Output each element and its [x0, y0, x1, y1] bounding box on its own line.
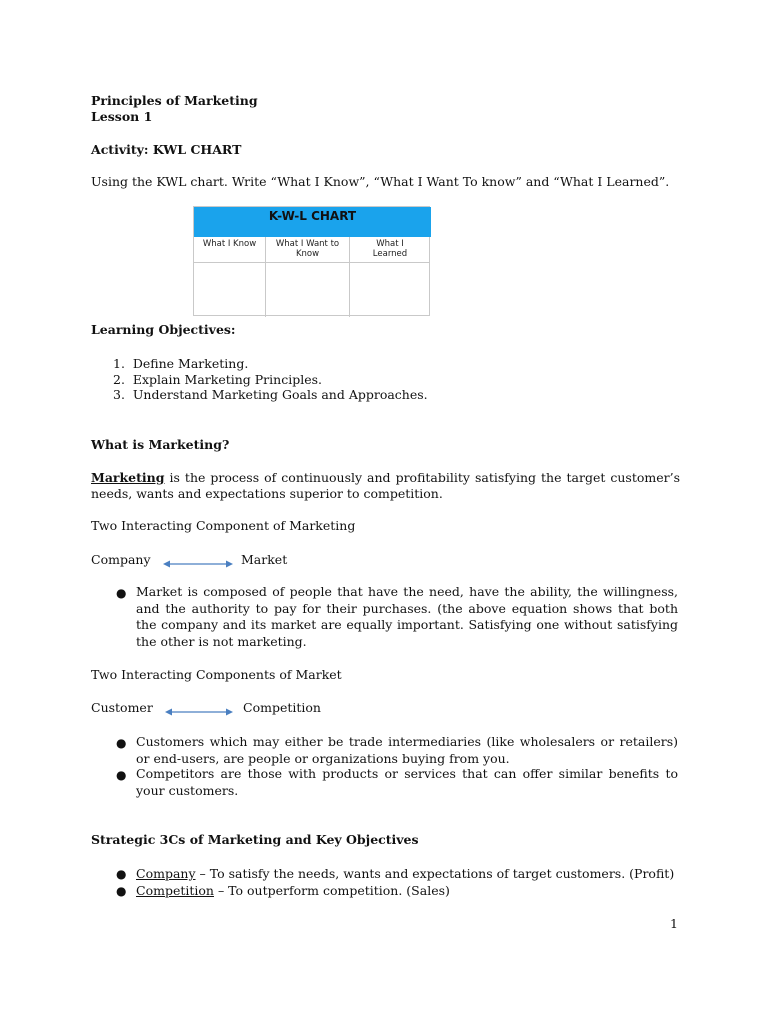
kwl-chart [193, 206, 430, 316]
lesson-label: Lesson 1 [91, 109, 153, 124]
strategic-item: Competition – To outperform competition. (Sales) [136, 883, 450, 898]
objective-item: 3. Understand Marketing Goals and Approaches. [113, 387, 428, 402]
kwl-chart-title: K-W-L CHART [194, 207, 431, 237]
bullet-icon: ● [116, 867, 127, 881]
kwl-column-want [266, 237, 350, 317]
kwl-column-label: What I Know [194, 237, 265, 263]
kwl-column-label: What I Learned [350, 237, 430, 263]
market-label: Market [241, 552, 288, 567]
course-title: Principles of Marketing [91, 93, 258, 108]
double-arrow-icon [165, 706, 233, 718]
strategic-term: Competition [136, 883, 214, 898]
market-bullet: Market is composed of people that have the need, have the ability, the willingness, and the authority to pay for their purchases. (the above equation shows that both the company and its market are equally important. Satisfying one without satisfying the other is not marketing. [136, 584, 678, 649]
objective-item: 2. Explain Marketing Principles. [113, 372, 322, 387]
marketing-components-title: Two Interacting Component of Marketing [91, 518, 356, 533]
customers-bullet: Customers which may either be trade intermediaries (like wholesalers or retailers) or end-users, are people or organizations buying from you. [136, 734, 678, 766]
bullet-icon: ● [116, 768, 127, 782]
bullet-icon: ● [116, 736, 127, 750]
market-components-title: Two Interacting Components of Market [91, 667, 342, 682]
double-arrow-icon [163, 558, 233, 570]
competition-label: Competition [243, 700, 321, 715]
strategic-item: Company – To satisfy the needs, wants and expectations of target customers. (Profit) [136, 866, 675, 881]
kwl-column-learned [350, 237, 430, 317]
kwl-column-know [194, 237, 266, 317]
strategic-term: Company [136, 866, 196, 881]
bullet-icon: ● [116, 586, 127, 600]
marketing-definition: Marketing is the process of continuously and profitability satisfying the target customer’s needs, wants and expectations superior to competition. [91, 470, 680, 501]
competitors-bullet: Competitors are those with products or services that can offer similar benefits to your customers. [136, 766, 678, 798]
customer-label: Customer [91, 700, 153, 715]
objectives-heading: Learning Objectives: [91, 322, 236, 337]
objective-item: 1. Define Marketing. [113, 356, 249, 371]
strategic-heading: Strategic 3Cs of Marketing and Key Objectives [91, 832, 419, 847]
bullet-icon: ● [116, 884, 127, 898]
marketing-term: Marketing [91, 470, 165, 485]
page-number: 1 [670, 916, 678, 931]
activity-title: Activity: KWL CHART [91, 142, 242, 157]
activity-instruction: Using the KWL chart. Write “What I Know”, “What I Want To know” and “What I Learned”. [91, 174, 670, 189]
kwl-column-label: What I Want to Know [266, 237, 349, 263]
company-label: Company [91, 552, 151, 567]
marketing-heading: What is Marketing? [91, 437, 230, 452]
